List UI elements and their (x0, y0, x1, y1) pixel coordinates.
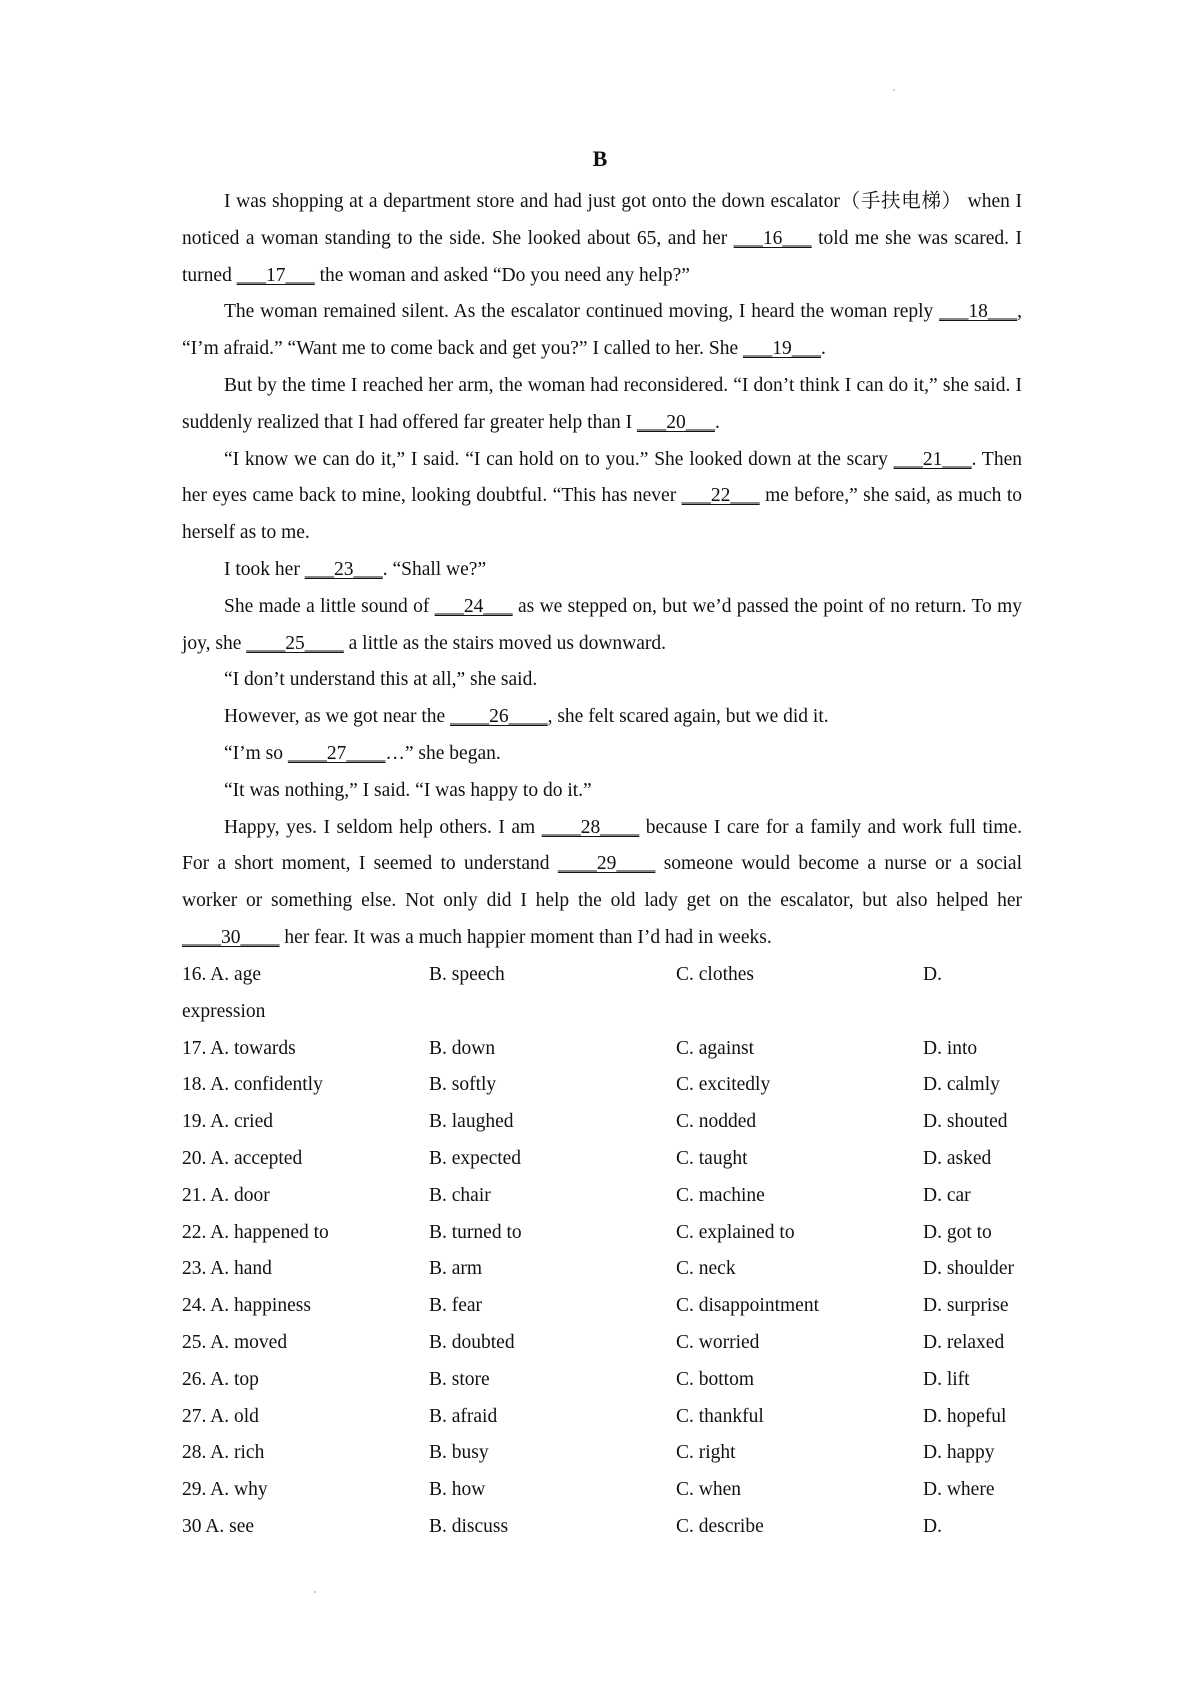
option-b: B. speech (429, 964, 505, 985)
passage-text: “I know we can do it,” I said. “I can hold on to you.” She looked down at the scary (224, 448, 894, 470)
passage-paragraph (182, 773, 1022, 810)
cloze-blank: ___22___ (681, 485, 760, 507)
option-d: D. lift (923, 1368, 970, 1390)
passage-text: But by the time I reached her arm, the woman had reconsidered. “I don’t think I can do it,” she said. I suddenly realized that I had offered far greater help than I (182, 374, 1022, 433)
option-d: D. shoulder (923, 1258, 1014, 1280)
passage-paragraph (182, 294, 1022, 368)
option-a: 23. A. hand (182, 1258, 272, 1280)
answer-options (182, 957, 1062, 1546)
option-b: B. fear (429, 1295, 483, 1317)
option-c: C. when (676, 1479, 741, 1501)
passage-text: a little as the stairs moved us downward. (343, 632, 667, 654)
scan-speck (314, 1591, 316, 1593)
option-row (182, 1325, 1062, 1362)
cloze-passage (182, 184, 1022, 957)
option-d: D. relaxed (923, 1331, 1005, 1353)
option-row (182, 1435, 1062, 1472)
section-title: B (592, 146, 608, 171)
cloze-blank: ____28____ (541, 816, 640, 838)
option-c: C. neck (676, 1258, 736, 1280)
option-d: D. calmly (923, 1074, 1000, 1096)
passage-text: “I don’t understand this at all,” she said. (224, 669, 538, 691)
option-row (182, 1031, 1062, 1068)
passage-text: . Then her eyes came back to mine, looking doubtful. “This has never (182, 448, 1022, 507)
option-d: D. where (923, 1479, 995, 1501)
option-row (182, 1251, 1062, 1288)
passage-text: However, as we got near the (224, 706, 451, 728)
option-a: 20. A. accepted (182, 1147, 303, 1169)
passage-text: the woman and asked “Do you need any help?” (314, 264, 690, 286)
option-b: B. turned to (429, 1221, 522, 1243)
option-c: C. taught (676, 1147, 748, 1169)
option-d: D. happy (923, 1442, 995, 1464)
option-a: 18. A. confidently (182, 1074, 323, 1096)
option-row (182, 1509, 1062, 1546)
option-d-continued: expression (182, 1000, 266, 1022)
passage-paragraph (182, 589, 1022, 663)
option-row (182, 957, 1062, 994)
passage-text: , “I’m afraid.” “Want me to come back and get you?” I called to her. She (182, 301, 1022, 360)
option-c: C. explained to (676, 1221, 795, 1243)
option-b: B. store (429, 1368, 490, 1390)
option-c: C. nodded (676, 1111, 757, 1133)
option-row (182, 1215, 1062, 1252)
passage-text: told me she was scared. I turned (182, 227, 1022, 286)
option-c: C. describe (676, 1515, 764, 1537)
cloze-blank: ____25____ (246, 632, 344, 654)
option-d: D. got to (923, 1221, 992, 1243)
option-b: B. laughed (429, 1111, 514, 1133)
cloze-blank: ___19___ (742, 338, 821, 360)
cloze-blank: ____29____ (557, 853, 656, 875)
option-d: D. car (923, 1184, 971, 1206)
option-c: C. thankful (676, 1405, 764, 1427)
option-d: D. asked (923, 1147, 992, 1169)
option-b: B. softly (429, 1074, 497, 1096)
passage-text: me before,” she said, as much to herself as to me. (182, 485, 1023, 544)
option-b: B. how (429, 1479, 486, 1501)
option-a: 26. A. top (182, 1368, 259, 1390)
option-a: 25. A. moved (182, 1331, 288, 1353)
option-b: B. arm (429, 1258, 483, 1280)
passage-paragraph (182, 552, 1022, 589)
option-c: C. clothes (676, 964, 754, 985)
option-c: C. against (676, 1037, 754, 1059)
passage-paragraph (182, 368, 1022, 442)
cloze-blank: ___17___ (236, 264, 315, 286)
passage-text: because I care for a family and work full time. For a short moment, I seemed to understand (182, 816, 1022, 875)
option-d: D. (923, 1515, 942, 1537)
passage-text: “I’m so (224, 742, 288, 764)
passage-text: The woman remained silent. As the escalator continued moving, I heard the woman reply (224, 301, 940, 323)
passage-text: . “Shall we?” (382, 558, 487, 580)
passage-text: …” she began. (385, 742, 501, 764)
option-a: 28. A. rich (182, 1442, 265, 1464)
option-d: D. surprise (923, 1295, 1009, 1317)
passage-paragraph (182, 184, 1022, 294)
cloze-blank: ___20___ (636, 411, 715, 433)
option-a: 16. A. age (182, 964, 262, 985)
passage-text: She made a little sound of (224, 595, 435, 617)
option-a: 24. A. happiness (182, 1295, 311, 1317)
option-c: C. machine (676, 1184, 765, 1206)
option-row (182, 1362, 1062, 1399)
cloze-blank: ___21___ (893, 448, 972, 470)
option-c: C. bottom (676, 1368, 755, 1390)
cloze-blank: ____26____ (450, 706, 548, 728)
passage-text: “It was nothing,” I said. “I was happy to do it.” (224, 779, 592, 801)
passage-text: . (820, 338, 826, 360)
option-a: 30 A. see (182, 1515, 255, 1537)
option-b: B. down (429, 1037, 496, 1059)
option-a: 19. A. cried (182, 1111, 273, 1133)
option-a: 22. A. happened to (182, 1221, 329, 1243)
option-row (182, 1178, 1062, 1215)
option-b: B. afraid (429, 1405, 498, 1427)
option-c: C. disappointment (676, 1295, 819, 1317)
option-a: 21. A. door (182, 1184, 270, 1206)
passage-paragraph (182, 699, 1022, 736)
option-a: 29. A. why (182, 1479, 268, 1501)
option-row (182, 1472, 1062, 1509)
passage-text: Happy, yes. I seldom help others. I am (224, 816, 542, 838)
passage-text: . (714, 411, 720, 433)
option-row (182, 1399, 1062, 1436)
passage-text: , she felt scared again, but we did it. (547, 706, 829, 728)
option-b: B. expected (429, 1147, 522, 1169)
option-a: 17. A. towards (182, 1037, 296, 1059)
option-c: C. right (676, 1442, 736, 1464)
option-b: B. discuss (429, 1515, 509, 1537)
cloze-blank: ___24___ (434, 595, 513, 617)
passage-text: I took her (224, 558, 305, 580)
passage-paragraph (182, 810, 1022, 957)
option-d: D. (923, 964, 942, 985)
passage-paragraph (182, 662, 1022, 699)
option-d: D. hopeful (923, 1405, 1007, 1427)
cloze-blank: ___16___ (733, 227, 812, 249)
option-b: B. busy (429, 1442, 489, 1464)
option-row (182, 1288, 1062, 1325)
option-a: 27. A. old (182, 1405, 259, 1427)
option-row (182, 1104, 1062, 1141)
passage-paragraph (182, 736, 1022, 773)
option-c: C. excitedly (676, 1074, 771, 1096)
cloze-blank: ___18___ (939, 301, 1018, 323)
passage-text: as we stepped on, but we’d passed the point of no return. To my joy, she (182, 595, 1022, 654)
scan-speck (893, 89, 895, 91)
option-d: D. shouted (923, 1111, 1008, 1133)
cloze-blank: ___23___ (304, 558, 383, 580)
passage-paragraph (182, 442, 1022, 552)
option-row (182, 1067, 1062, 1104)
option-b: B. chair (429, 1184, 491, 1206)
option-b: B. doubted (429, 1331, 515, 1353)
passage-text: someone would become a nurse or a social worker or something else. Not only did I help the old lady get on the escalator, but also helped her (182, 853, 1022, 912)
passage-text: I was shopping at a department store and had just got onto the down escalator（手扶电梯） when I noticed a woman standing to the side. She looked about 65, and her (182, 191, 1022, 249)
option-c: C. worried (676, 1331, 760, 1353)
option-d: D. into (923, 1037, 978, 1059)
cloze-blank: ____30____ (182, 926, 280, 948)
passage-text: her fear. It was a much happier moment than I’d had in weeks. (279, 926, 772, 948)
cloze-blank: ____27____ (287, 742, 386, 764)
option-row (182, 1141, 1062, 1178)
